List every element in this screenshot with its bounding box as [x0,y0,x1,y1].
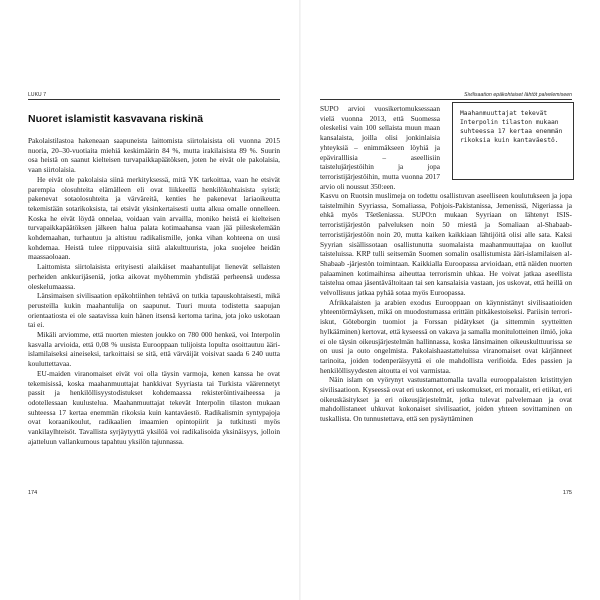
paragraph: Mikäli arviomme, että nuorten miesten joukko on 780 000 henkeä, voi Interpolin kasvalla arvioida, että 0,08 % uusista Eurooppaan tulijoista lopulta osoittautuu äärі-islamilaiseksi aineiseksi, tarkoittaisi se sitä, että värväijät voisivat saada 6 240 uutta kouluttettavaa. [28,330,280,369]
paragraph: Pakolaistilastoa hakeneaan saapuneista laittomista siirtolaisista oli vuonna 2015 nuoria, 20–30-vuotiaita miehiä keskimäärin 84 %, mutta irakilaisista 89 %. Suurin osa heistä on saanut kielteisen turvapaikkapäätöksen, joten he eivät ole pakolaisia, vaan siirtolaisia. [28,136,280,175]
right-page [300,0,600,600]
paragraph: Laittomista siirtolaisista erityisesti alaikäiset maahantulijat lienevät sellaisten perheiden ankkurijäseniä, jotka aikovat myöhemmin yhdistää perheensä uudessa oleskelumaassa. [28,262,280,291]
pull-quote-box: Maahanmuuttajat tekevät Interpolin tilaston mukaan suhteessa 17 kertaa enemmän rikoksia kuin kantaväestö. [452,102,574,180]
left-body-text [28,136,280,447]
paragraph: Kasvu on Ruotsin muslimeja on todettu osallistuvan aseelliseen koulutukseen ja jopa taistelmihin Syyriassa, Somaliassa, Pohjois-Pakistanissa, Jemenissä, Nigeriassa ja ehkä myös Tšetšeniassa. SUPO:n mukaan Syyriaan on lähtenyt ISIS-terroristijärjestön palveluksen noin 50 miestä ja Somaliaan al-Shabaab-terroristijärjestöön noin 20, mutta kaiken kaikkiaan lähtijöitä olisi alle sata. Kaksi Syyrian sisällissotaan osallistunutta suomalaista maahanmuuttajaa on kuollut taisteluissa. KRP tulli seitsemän Suomen somalin osallistumista ääri-islamilaisen al-Shabaab -järjestön toimintaan. Kaikkialla Euroopassa arvioidaan, että näiden nuorten palaaminen kotimaihinsa aiheuttaa terrorismin uhkaa. He voivat jatkaa aseellista taistelua omaa jäsentävältoitaan tai sen kansalaisia vastaan, jos uskovat, että heillä on velvollisuus jatkaa pyhää sotaa myös Euroopassa. [320,191,572,298]
running-header-right: Sivilisaation epäkohtaiset lähtöt palvelemiseen [464,92,572,98]
running-header-left: LUKU 7 [28,92,47,98]
paragraph: Länsimaisen sivilisaation epäkohtiinhen tehtävä on tutkia tapauskohtaisesti, mikä perusteilla kukin maahantulija on saapunut. Tuuri muuta todistetta saapujan orientaatiosta ei ole saatavissa kuin hänen itsensä kertoma tarina, jota joko uskotaan tai ei. [28,291,280,330]
paragraph: EU-maiden viranomaiset eivät voi olla täysin varmoja, kenen kanssa he ovat tekemisissä, koska maahanmuuttajat hankkivat Syyriasta tai Turkista väärennetyt passit ja henkilöllisyystodistukset kohdemaassa rekisteröintivaiheessa ja odotellessaan kuulustelua. Maahanmuuttajat tekevät Interpolin tilaston mukaan suhteessa 17 kertaa enemmän rikoksia kuin kantaväestö. Radikalismin syntypajoja ovat koraanikoulut, radikaalien imaamien opintopiirit ja tutkitusti myös vankilaylhteisöt. Tavallista syrjäytyyttä yksilöä voi radikalisoida yksinäisyys, jolloin ajatteluun vallankumous tapahtuu yksilön tajunnassa. [28,368,280,446]
right-body-text [320,191,572,424]
page-number-right: 175 [562,490,572,496]
paragraph: Afrikkalaisten ja arabien exodus Eurooppaan on käynnistänyt sivilisaatioiden yhteentörmäyksen, mikä on muodostumassa erittäin pitkäkestoiseksi. Pariisin terrori-iskut, Göteborgin tuomiot ja Forssan pidätykset (ja sittemmin syytteitten hylkääminen) kertovat, että kyseessä on vakava ja samalla monitulotteinen ilmiö, joka ei ole täysin oikeusjärjestelmän hallinnassa, koska länsimainen oikeuskulttuurissa se on uusi ja outo ongelmista. Pakolaishaastatteluissa viranomaiset ovat kärjänneet tarinoita, joiden todenperäisyyttä ei ole mahdollista verifioida. Edes passien ja henkilöllisyydesten aitoutta ei voi varmistaa. [320,297,572,375]
paragraph: Näin islam on vyörynyt vastustamattomalla tavalla eurooppalaisten kristittyjen sivilisaatioon. Kyseessä ovat eri uskonnot, eri uskomukset, eri moraalit, eri etiikat, eri oikeuskäsitykset ja eri oikeusjärjestelmät, jotka tulevat palvelemaan ja ovat mahdollistaneet uhkuvat kokonaiset sivilisaatiot, joiden yhteen sovittaminen on tuskallista. On tunnustettava, että sen pysäyttäminen [320,375,572,424]
paragraph: He eivät ole pakolaisia siinä merkityksessä, mitä YK tarkoittaa, vaan he etsivät parempia olosuhteita elämälleen eli ovat liikkeellä henkilökohtaisista syistä; pakenevat sotaolosuhteita ja värväreitä, kenties he pakenevat lariaoikeutta tekemistään sotarikoksista, tai etsivät yksinkertaisesti uutta alkua omalle onnelleen. Koska he eivät löydä onnelaa, voidaan vain arvailla, moniko heistä ei kielteisen turvapaikkapäätöksen jälkeen halua palata kotimaahansa vaan jää piileskelemään kohdemaahan, turhautuu ja altistuu radikalismille, jonka vihan kohteena on uusi kohdemaa. Heistä tulee riippuvaisia siitä alakulttuurista, joka suojelee heidän maassaoloaan. [28,174,280,262]
right-column-start [320,104,440,191]
header-rule-right [320,99,572,100]
paragraph: SUPO arvioi vuosikertomuksessaan vielä vuonna 2013, että Suomessa oleskelisi vain 100 sellaista muun maan kansalaista, joilla olisi jonkinlaisia yhteyksiä – enimmäkseen löyhiä ja epäviralllisia – aseellisiin taistelujärjestöihin ja jopa terroristijärjestöihin, mutta vuonna 2017 arvio oli noussut 350:een. [320,104,440,191]
header-rule-left [28,99,280,100]
section-heading: Nuoret islamistit kasvavana riskinä [28,113,204,125]
page-number-left: 174 [28,490,38,496]
